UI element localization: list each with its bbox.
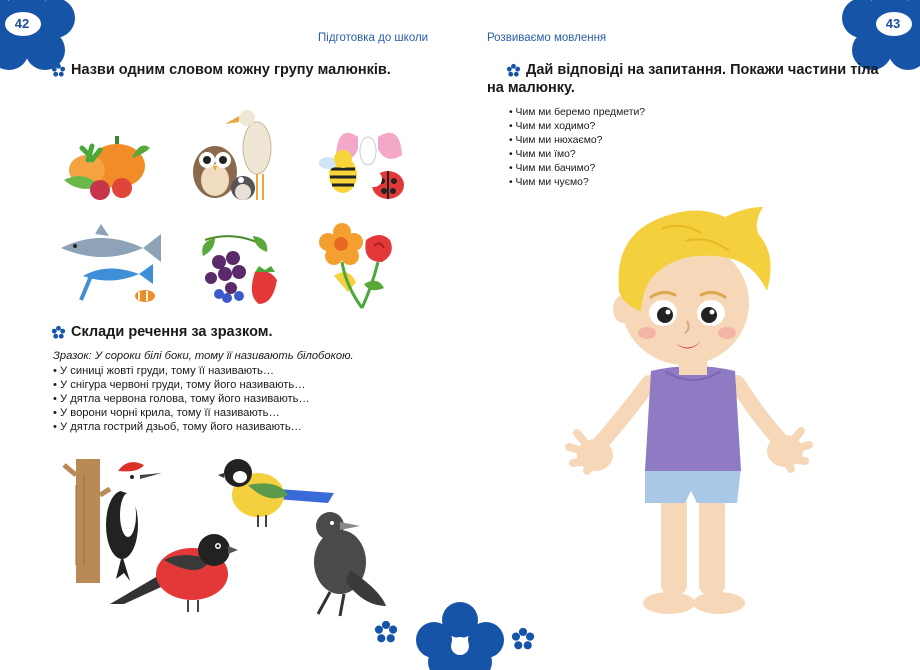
- page-number: 43: [885, 16, 901, 31]
- flower-bullet-icon: [52, 64, 65, 77]
- list-item: • Чим ми чуємо?: [509, 176, 645, 190]
- list-item: • Чим ми їмо?: [509, 148, 645, 162]
- sentence-list: [53, 364, 310, 434]
- list-item: • У синиці жовті груди, тому її називають…: [53, 364, 310, 378]
- corner-flower-right: [848, 0, 920, 65]
- list-item: • Чим ми беремо предмети?: [509, 106, 645, 120]
- task2-heading-text: Склади речення за зразком.: [71, 324, 273, 340]
- task2-heading: [52, 323, 273, 341]
- insects-picture: [318, 125, 413, 210]
- berries-picture: [195, 232, 287, 307]
- fish-picture: [55, 224, 165, 309]
- list-item: • У дятла червона голова, тому його називають…: [53, 392, 310, 406]
- flower-bullet-icon: [52, 326, 65, 339]
- question-list: [509, 106, 645, 190]
- task-heading-line1: Дай відповіді на запитання. Покажи частини тіла: [526, 62, 879, 78]
- example-sentence: Зразок: У сороки білі боки, тому її називають білобокою.: [53, 350, 354, 362]
- task-heading-line2: на малюнку.: [487, 80, 575, 96]
- corner-flower-left: [0, 0, 70, 65]
- center-flower-decoration: [416, 600, 504, 670]
- page-number: 42: [14, 16, 30, 31]
- crow-picture: [300, 510, 395, 620]
- running-header: Розвиваємо мовлення: [487, 32, 607, 44]
- flowers-picture: [320, 222, 405, 310]
- list-item: • У дятла гострий дзьоб, тому його називають…: [53, 420, 310, 434]
- vegetables-picture: [62, 128, 152, 208]
- bullfinch-picture: [108, 530, 238, 615]
- list-item: • Чим ми нюхаємо?: [509, 134, 645, 148]
- list-item: • Чим ми ходимо?: [509, 120, 645, 134]
- task-heading-text: Назви одним словом кожну групу малюнків.: [71, 62, 391, 78]
- task-heading: [487, 61, 887, 97]
- small-flower-icon: [512, 628, 534, 650]
- birds-picture: [185, 100, 280, 205]
- list-item: • У ворони чорні крила, тому її називають…: [53, 406, 310, 420]
- task-heading: [52, 61, 391, 79]
- flower-bullet-icon: [507, 64, 520, 77]
- list-item: • У снігура червоні груди, тому його називають…: [53, 378, 310, 392]
- running-header: Підготовка до школи: [318, 32, 429, 44]
- boy-illustration: [565, 205, 810, 620]
- list-item: • Чим ми бачимо?: [509, 162, 645, 176]
- small-flower-icon: [375, 621, 397, 643]
